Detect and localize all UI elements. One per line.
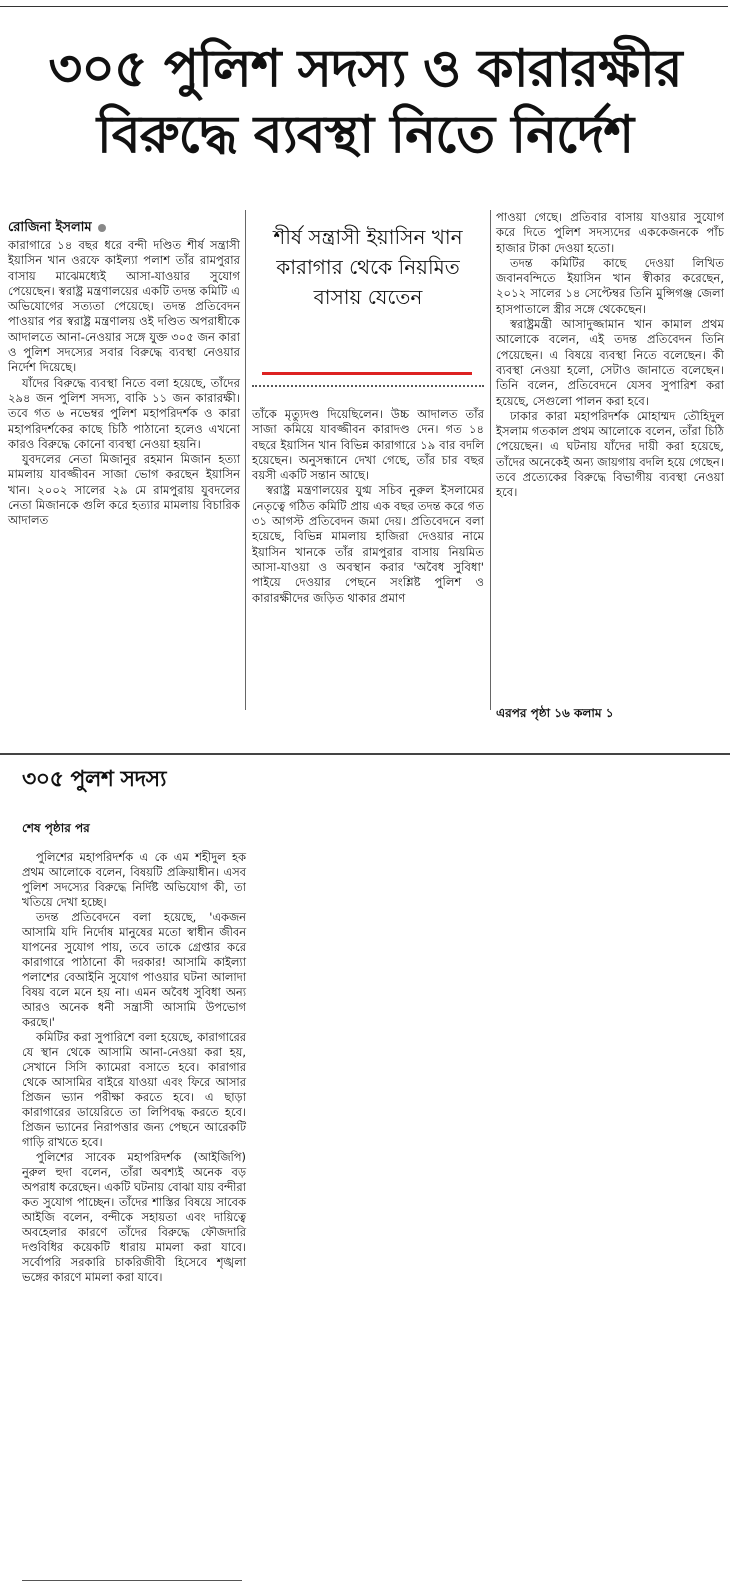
pull-quote-rule: [262, 372, 472, 375]
top-rule: [0, 6, 728, 7]
continuation-heading: ৩০৫ পুলশ সদস্য: [22, 767, 167, 792]
paragraph: যাঁদের বিরুদ্ধে ব্যবস্থা নিতে বলা হয়েছে, তাঁদের ২৯৪ জন পুলিশ সদস্য, বাকি ১১ জন কারারক্ষী। তবে গত ৬ নভেম্বর পুলিশ মহাপরিদর্শক ও কারা মহাপরিদর্শকের কাছে চিঠি পাঠানো হলেও এখনো কারও বিরুদ্ধে কোনো ব্যবস্থা নেওয়া হয়নি।: [8, 375, 240, 451]
headline-line-1: ৩০৫ পুলিশ সদস্য ও কারারক্ষীর: [48, 39, 682, 99]
paragraph: তদন্ত কমিটির কাছে দেওয়া লিখিত জবানবন্দিতে ইয়াসিন খান স্বীকার করেছেন, ২০১২ সালের ১৪ সেপ্টেম্বর তিনি মুন্সিগঞ্জ জেলা হাসপাতালে স্ত্রীর সঙ্গে থেকেছেন।: [496, 255, 724, 316]
byline-author: রোজিনা ইসলাম: [8, 220, 92, 235]
byline-bullet-icon: [98, 224, 106, 232]
headline-line-2: বিরুদ্ধে ব্যবস্থা নিতে নির্দেশ: [96, 105, 634, 165]
paragraph: পাওয়া গেছে। প্রতিবার বাসায় যাওয়ার সুযোগ করে দিতে পুলিশ সদস্যদের এককেজনকে পাঁচ হাজার টাকা দেওয়া হতো।: [496, 210, 724, 255]
paragraph: কারাগারে ১৪ বছর ধরে বন্দী দণ্ডিত শীর্ষ সন্ত্রাসী ইয়াসিন খান ওরফে কাইল্যা পলাশ তাঁর রামপুরার বাসায় মাঝেমধ্যেই আসা-যাওয়ার সুযোগ পেয়েছেন। স্বরাষ্ট্র মন্ত্রণালয়ের একটি তদন্ত কমিটি এ অভিযোগের সত্যতা পেয়েছে। তদন্ত প্রতিবেদন পাওয়ার পর স্বরাষ্ট্র মন্ত্রণালয় ওই দণ্ডিত অপরাধীকে আদালতে আনা-নেওয়ার সঙ্গে যুক্ত ৩০৫ জন কারা ও পুলিশ সদস্যের সবার বিরুদ্ধে ব্যবস্থা নেওয়ার নির্দেশ দিয়েছে।: [8, 238, 240, 375]
paragraph: তাঁকে মৃত্যুদণ্ড দিয়েছিলেন। উচ্চ আদালত তাঁর সাজা কমিয়ে যাবজ্জীবন কারাদণ্ড দেন। গত ১৪ বছরে ইয়াসিন খান বিভিন্ন কারাগারে ১৯ বার বদলি হয়েছেন। অনুসন্ধানে দেখা গেছে, তাঁর চার বছর বয়সী একটি সন্তান আছে।: [252, 407, 484, 483]
article-column-3: [496, 210, 724, 501]
byline: [8, 218, 106, 239]
jump-line: এরপর পৃষ্ঠা ১৬ কলাম ১: [496, 706, 614, 720]
pull-quote: শীর্ষ সন্ত্রাসী ইয়াসিন খান কারাগার থেকে নিয়মিত বাসায় যেতেন: [273, 225, 463, 309]
paragraph: স্বরাষ্ট্রমন্ত্রী আসাদুজ্জামান খান কামাল প্রথম আলোকে বলেন, এই তদন্ত প্রতিবেদন তিনি পেয়েছেন। এ বিষয়ে ব্যবস্থা নিতে বলেছেন। কী ব্যবস্থা নেওয়া হলো, সেটাও জানাতে বলেছেন। তিনি বলেন, প্রতিবেদনে যেসব সুপারিশ করা হয়েছে, সেগুলো পালন করা হবে।: [496, 317, 724, 408]
section-divider: [0, 753, 730, 755]
bottom-rule: [22, 1580, 242, 1581]
continuation-subheading: শেষ পৃষ্ঠার পর: [22, 821, 90, 835]
article-column-1: [8, 238, 240, 529]
continuation-column: [22, 850, 246, 1285]
article-column-2: [252, 407, 484, 606]
paragraph: তদন্ত প্রতিবেদনে বলা হয়েছে, 'একজন আসামি যদি নির্দোষ মানুষের মতো স্বাধীন জীবন যাপনের সুযোগ পায়, তবে তাকে গ্রেপ্তার করে কারাগারে পাঠানো কী দরকার! আসামি কাইল্যা পলাশের বেআইনি সুযোগ পাওয়ার ঘটনা আলাদা বিষয় বলে মনে হয় না। এমন অবৈধ সুবিধা অন্য আরও অনেক ধনী সন্ত্রাসী আসামি উপভোগ করছে।': [22, 910, 246, 1029]
paragraph: পুলিশের মহাপরিদর্শক এ কে এম শহীদুল হক প্রথম আলোকে বলেন, বিষয়টি প্রক্রিয়াধীন। এসব পুলিশ সদস্যের বিরুদ্ধে নির্দিষ্ট অভিযোগ কী, তা খতিয়ে দেখা হচ্ছে।: [22, 850, 246, 909]
column-divider: [490, 210, 491, 710]
paragraph: যুবদলের নেতা মিজানুর রহমান মিজান হত্যা মামলায় যাবজ্জীবন সাজা ভোগ করছেন ইয়াসিন খান। ২০০২ সালের ২৯ মে রামপুরায় যুবদলের নেতা মিজানকে গুলি করে হত্যার মামলায় বিচারিক আদালত: [8, 452, 240, 528]
column-divider: [245, 210, 246, 710]
paragraph: পুলিশের সাবেক মহাপরিদর্শক (আইজিপি) নুরুল হুদা বলেন, তাঁরা অবশ্যই অনেক বড় অপরাধ করেছেন। একটি ঘটনায় বোঝা যায় বন্দীরা কত সুযোগ পাচ্ছেন। তাঁদের শাস্তির বিষয়ে সাবেক আইজি বলেন, বন্দীকে সহায়তা এবং দায়িত্বে অবহেলার কারণে তাঁদের বিরুদ্ধে ফৌজদারি দণ্ডবিধির কয়েকটি ধারায় মামলা করা যাবে। সর্বোপরি সরকারি চাকরিজীবী হিসেবে শৃঙ্খলা ভঙ্গের কারণে মামলা করা যাবে।: [22, 1150, 246, 1284]
pull-quote-divider: [252, 385, 484, 387]
paragraph: স্বরাষ্ট্র মন্ত্রণালয়ের যুগ্ম সচিব নুরুল ইসলামের নেতৃত্বে গঠিত কমিটি প্রায় এক বছর তদন্ত করে গত ৩১ আগস্ট প্রতিবেদন জমা দেয়। প্রতিবেদনে বলা হয়েছে, বিভিন্ন মামলায় হাজিরা দেওয়ার নামে ইয়াসিন খানকে তাঁর রামপুরার বাসায় নিয়মিত আসা-যাওয়া ও অবস্থান করার 'অবৈধ সুবিধা' পাইয়ে দেওয়ার পেছনে সংশ্লিষ্ট পুলিশ ও কারারক্ষীদের জড়িত থাকার প্রমাণ: [252, 483, 484, 605]
paragraph: কমিটির করা সুপারিশে বলা হয়েছে, কারাগারের যে স্থান থেকে আসামি আনা-নেওয়া করা হয়, সেখানে সিসি ক্যামেরা বসাতে হবে। কারাগার থেকে আসামির বাইরে যাওয়া এবং ফিরে আসার প্রিজন ভ্যান পরীক্ষা করতে হবে। এ ছাড়া কারাগারের ডায়েরিতে তা লিপিবদ্ধ করতে হবে। প্রিজন ভ্যানের নিরাপত্তার জন্য পেছনে আরেকটি গাড়ি রাখতে হবে।: [22, 1030, 246, 1149]
paragraph: ঢাকার কারা মহাপরিদর্শক মোহাম্মদ তৌহিদুল ইসলাম গতকাল প্রথম আলোকে বলেন, তাঁরা চিঠি পেয়েছেন। এ ঘটনায় যাঁদের দায়ী করা হয়েছে, তাঁদের অনেকেই অন্য জায়গায় বদলি হয়ে গেছেন। তবে প্রত্যেকের বিরুদ্ধে বিভাগীয় ব্যবস্থা নেওয়া হবে।: [496, 408, 724, 500]
headline: [12, 36, 718, 168]
